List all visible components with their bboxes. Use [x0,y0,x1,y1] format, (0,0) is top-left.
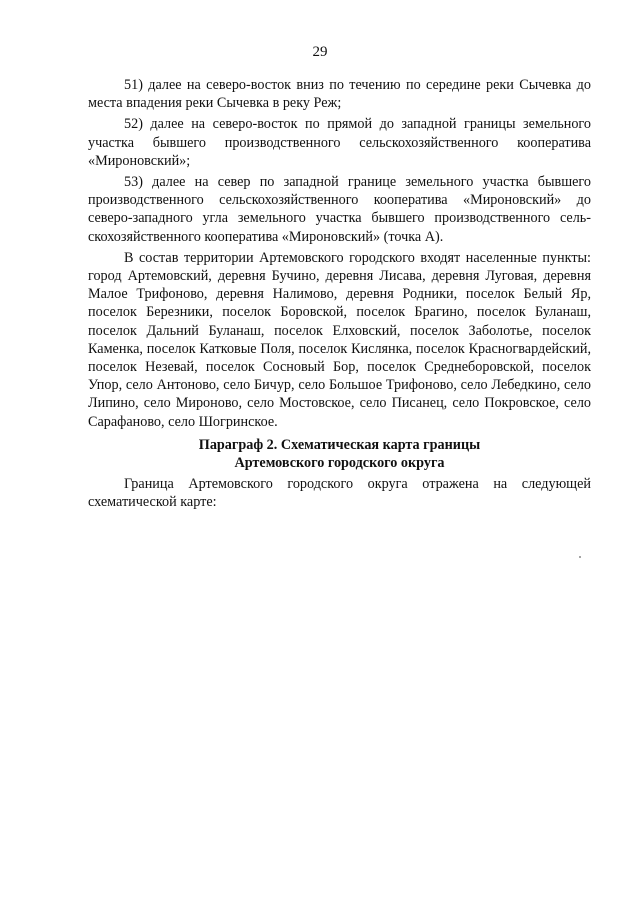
section-heading [88,436,591,472]
paragraph-51: 51) далее на северо-восток вниз по течению по середине реки Сычевка до места впадения реки Сычевка в реку Реж; [88,77,591,112]
section-heading-line-2: Артемовского городского округа [234,455,445,472]
paragraph-52: 52) далее на северо-восток по прямой до западной границы земельного участка бывшего производственного сельскохозяйственного кооператива «Мироновский»; [88,116,591,169]
paragraph-settlements: В состав территории Артемовского городского входят населенные пункты: город Артемовский, деревня Бучино, деревня Лисава, деревня Луговая, деревня Малое Трифоново, деревня Налимово, деревня Родники, поселок Белый Яр, поселок Березники, поселок Боровской, поселок Брагино, поселок Буланаш, поселок Дальний Буланаш, поселок Елховский, поселок Заболотье, поселок Каменка, поселок Катковые Поля, поселок Кислянка, поселок Красногвардейский, поселок Незевай, поселок Сосновый Бор, поселок Среднеборовской, поселок Упор, село Антоново, село Бичур, село Большое Трифоново, село Лебедкино, село Липино, село Мироново, село Мостовское, село Писанец, село Покровское, село Сарафаново, село Шогринское. [88,249,591,430]
page-number: 29 [312,44,328,60]
paragraph-map-intro: Граница Артемовского городского округа отражена на следующей схематической карте: [88,476,591,511]
scan-speck [579,556,581,558]
paragraph-53: 53) далее на север по западной границе земельного участка бывшего производственного сельскохозяйственного кооператива «Мироновский» до северо-западного угла земельного участка бывшего производственного сельскохозяйственного кооператива «Мироновский» (точка А). [88,174,591,245]
section-heading-line-1: Параграф 2. Схематическая карта границы [198,436,481,453]
document-body [88,76,591,515]
